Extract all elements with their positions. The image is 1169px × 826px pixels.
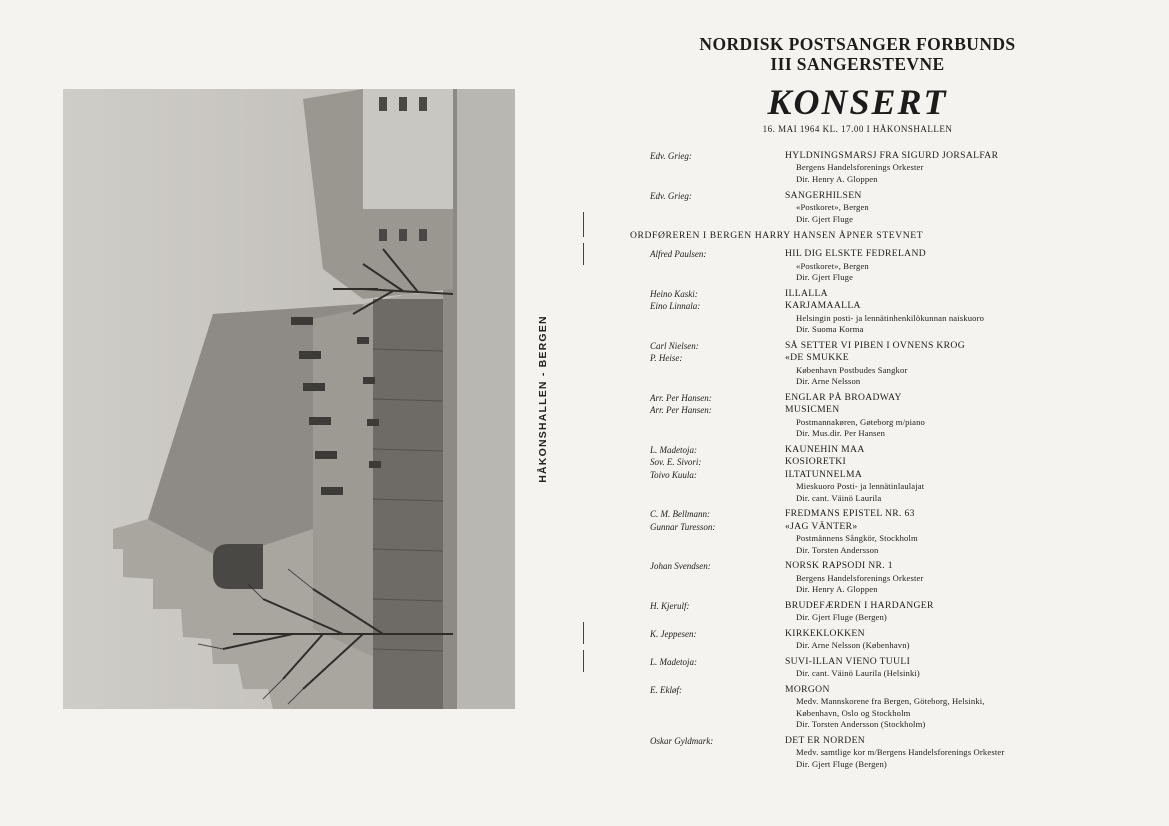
performer-detail: København, Oslo og Stockholm: [796, 707, 911, 718]
programme-item: [630, 150, 1100, 186]
programme-row: [630, 600, 1100, 612]
event-heading: III SANGERSTEVNE: [770, 54, 945, 74]
work-title: «DE SMUKKE: [785, 352, 849, 364]
performer-detail: Dir. Gjert Fluge: [796, 213, 854, 224]
programme-list: [630, 150, 1100, 771]
performer-detail: «Postkoret», Bergen: [796, 202, 869, 212]
work-title: KIRKEKLOKKEN: [785, 627, 865, 639]
programme-row: [630, 300, 1100, 312]
composer-name: Arr. Per Hansen:: [650, 405, 712, 416]
programme-row: [630, 656, 1100, 668]
programme-row: [630, 444, 1100, 456]
fold-mark: [583, 212, 584, 237]
programme-row: [630, 560, 1100, 572]
performer-detail: Dir. cant. Väinö Laurila: [796, 492, 882, 503]
work-title: SANGERHILSEN: [785, 189, 862, 201]
photo-caption-text: HÅKONSHALLEN - BERGEN: [537, 315, 550, 483]
programme-item: [630, 656, 1100, 680]
programme-title: KONSERT: [767, 82, 948, 122]
performer-detail: Dir. Torsten Andersson (Stockholm): [796, 719, 926, 730]
performer-detail: Helsingin posti- ja lennätinhenkilökunnan naiskuoro: [796, 312, 985, 323]
fold-mark: [583, 622, 584, 644]
performer-detail: Dir. cant. Väinö Laurila (Helsinki): [796, 668, 920, 679]
photo-caption: [532, 89, 554, 709]
work-title: KAUNEHIN MAA: [785, 443, 865, 455]
programme-row: [630, 735, 1100, 747]
work-title: KARJAMAALLA: [785, 300, 861, 312]
programme-row: [630, 508, 1100, 520]
performer-detail: Dir. Henry A. Gloppen: [796, 174, 878, 184]
programme-row: [630, 190, 1100, 202]
composer-name: L. Madetoja:: [650, 444, 697, 455]
composer-name: Gunnar Turesson:: [650, 521, 716, 532]
work-title: SUVI-ILLAN VIENO TUULI: [785, 655, 911, 667]
programme-row: [630, 392, 1100, 404]
performer-detail: Dir. Suoma Korma: [796, 324, 864, 335]
programme-row: [630, 340, 1100, 352]
performer-detail: Medv. samtlige kor m/Bergens Handelsforenings Orkester: [796, 747, 1005, 758]
programme-item: [630, 628, 1100, 652]
programme-row: [630, 521, 1100, 533]
programme-item: [630, 288, 1100, 336]
composer-name: Johan Svendsen:: [650, 561, 711, 572]
concert-programme: [630, 34, 1100, 775]
performer-detail: Dir. Henry A. Gloppen: [796, 584, 878, 595]
work-title: ILTATUNNELMA: [785, 468, 863, 480]
programme-row: [630, 404, 1100, 416]
composer-name: Arr. Per Hansen:: [650, 392, 712, 403]
composer-name: Edv. Grieg:: [650, 190, 692, 201]
composer-name: L. Madetoja:: [650, 656, 697, 667]
performer-detail: Postmännens Sångkör, Stockholm: [796, 533, 918, 543]
programme-notice: ORDFØREREN I BERGEN HARRY HANSEN ÅPNER STEVNET: [630, 230, 924, 242]
programme-item: [630, 600, 1100, 624]
work-title: KOSIORETKI: [785, 456, 847, 468]
programme-item: [630, 340, 1100, 388]
programme-row: [630, 248, 1100, 260]
work-title: «JAG VÄNTER»: [785, 520, 858, 532]
programme-row: [630, 684, 1100, 696]
performer-detail: Bergens Handelsforenings Orkester: [796, 162, 924, 173]
programme-item: [630, 248, 1100, 284]
work-title: BRUDEFÆRDEN I HARDANGER: [785, 599, 934, 611]
performer-detail: Dir. Gjert Fluge: [796, 272, 854, 283]
performer-detail: Dir. Mus.dir. Per Hansen: [796, 428, 886, 439]
composer-name: Toivo Kuula:: [650, 469, 697, 480]
programme-header: [630, 34, 1085, 134]
performer-detail: Dir. Gjert Fluge (Bergen): [796, 758, 887, 769]
composer-name: E. Ekløf:: [650, 684, 682, 695]
work-title: NORSK RAPSODI NR. 1: [785, 560, 893, 572]
programme-row: [630, 456, 1100, 468]
composer-name: K. Jeppesen:: [650, 628, 697, 639]
performer-detail: Dir. Torsten Andersson: [796, 544, 879, 555]
performer-detail: Dir. Arne Nelsson (København): [796, 640, 910, 651]
work-title: HIL DIG ELSKTE FEDRELAND: [785, 248, 927, 260]
performer-detail: Postmannakøren, Gøteborg m/piano: [796, 416, 925, 427]
programme-item: [630, 735, 1100, 771]
programme-item: [630, 190, 1100, 226]
performer-detail: Bergens Handelsforenings Orkester: [796, 572, 924, 583]
work-title: MUSICMEN: [785, 404, 840, 416]
performer-detail: Dir. Arne Nelsson: [796, 376, 861, 387]
work-title: FREDMANS EPISTEL NR. 63: [785, 508, 915, 520]
programme-item: [630, 684, 1100, 731]
performer-detail: Dir. Gjert Fluge (Bergen): [796, 612, 887, 623]
composer-name: Sov. E. Sivori:: [650, 457, 702, 468]
fold-mark: [583, 243, 584, 265]
work-title: ENGLAR PÅ BROADWAY: [785, 391, 902, 403]
work-title: HYLDNINGSMARSJ FRA SIGURD JORSALFAR: [785, 150, 999, 161]
composer-name: H. Kjerulf:: [650, 600, 690, 611]
composer-name: Eino Linnala:: [650, 301, 701, 312]
performer-detail: Mieskuoro Posti- ja lennätinlaulajat: [796, 481, 925, 491]
work-title: SÅ SETTER VI PIBEN I OVNENS KROG: [785, 339, 965, 351]
work-title: DET ER NORDEN: [785, 734, 866, 746]
programme-item: [630, 560, 1100, 596]
composer-name: P. Heise:: [650, 353, 683, 364]
programme-row: [630, 352, 1100, 364]
composer-name: Oskar Gyldmark:: [650, 735, 714, 746]
work-title: MORGON: [785, 683, 830, 695]
composer-name: Carl Nielsen:: [650, 340, 699, 351]
performer-detail: Medv. Mannskorene fra Bergen, Göteborg, Helsinki,: [796, 696, 985, 707]
programme-row: [630, 469, 1100, 481]
programme-item: [630, 508, 1100, 556]
programme-row: [630, 628, 1100, 640]
work-title: ILLALLA: [785, 287, 828, 299]
composer-name: Alfred Paulsen:: [650, 249, 707, 260]
programme-row: [630, 150, 1100, 162]
hall-photograph: [63, 89, 515, 709]
composer-name: Edv. Grieg:: [650, 151, 692, 161]
organizer-heading: NORDISK POSTSANGER FORBUNDS: [699, 34, 1016, 54]
performer-detail: København Postbudes Sangkor: [796, 364, 908, 375]
programme-item: [630, 392, 1100, 440]
programme-dateline: 16. MAI 1964 KL. 17.00 I HÅKONSHALLEN: [762, 124, 953, 134]
programme-item: [630, 444, 1100, 504]
programme-row: [630, 288, 1100, 300]
composer-name: C. M. Bellmann:: [650, 509, 710, 520]
composer-name: Heino Kaski:: [650, 288, 698, 299]
fold-mark: [583, 650, 584, 672]
performer-detail: «Postkoret», Bergen: [796, 260, 869, 271]
